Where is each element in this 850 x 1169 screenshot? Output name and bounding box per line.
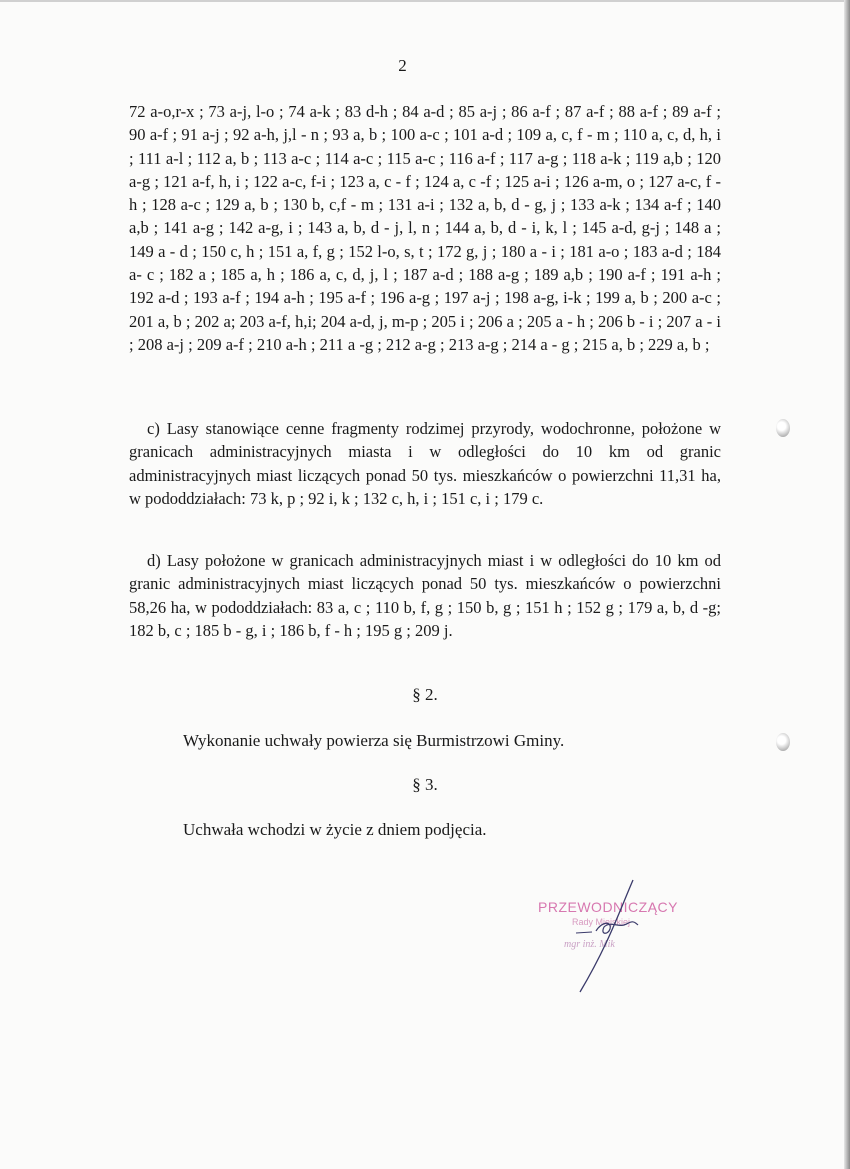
section-2-heading: § 2. <box>412 685 438 704</box>
scan-edge-right <box>844 0 850 1169</box>
section-3-heading: § 3. <box>412 775 438 794</box>
punch-hole <box>776 733 790 751</box>
paragraph-d: d) Lasy położone w granicach administracyjnych miast i w odległości do 10 km od granic administracyjnych miast liczących ponad 50 tys. mieszkańców o powierzchni 58,26 ha, w pododdziałach: 83 a, c ; 110 b, f, g ; 150 b, g ; 151 h ; 152 g ; 179 a, b, d -g; 182 b, c ; 185 b - g, i ; 186 b, f - h ; 195 g ; 209 j. <box>129 551 721 640</box>
effective-clause: Uchwała wchodzi w życie z dniem podjęcia. <box>183 820 487 839</box>
page-number: 2 <box>398 56 407 75</box>
handwritten-signature <box>520 875 700 995</box>
paragraph-c: c) Lasy stanowiące cenne fragmenty rodzimej przyrody, wodochronne, położone w granicach administracyjnych miasta i w odległości do 10 km od granic administracyjnych miast liczących ponad 50 tys. mieszkańców o powierzchni 11,31 ha, w pododdziałach: 73 k, p ; 92 i, k ; 132 c, h, i ; 151 c, i ; 179 c. <box>129 419 721 508</box>
scan-edge-top <box>0 0 850 2</box>
chairman-stamp <box>520 875 700 995</box>
punch-hole <box>776 419 790 437</box>
execution-clause: Wykonanie uchwały powierza się Burmistrzowi Gminy. <box>183 731 565 750</box>
subdivision-list-paragraph: 72 a-o,r-x ; 73 a-j, l-o ; 74 a-k ; 83 d-h ; 84 a-d ; 85 a-j ; 86 a-f ; 87 a-f ; 88 a-f ; 89 a-f ; 90 a-f ; 91 a-j ; 92 a-h, j,l - n ; 93 a, b ; 100 a-c ; 101 a-d ; 109 a, c, f - m ; 110 a, c, d, h, i ; 111 a-l ; 112 a, b ; 113 a-c ; 114 a-c ; 115 a-c ; 116 a-f ; 117 a-g ; 118 a-k ; 119 a,b ; 120 a-g ; 121 a-f, h, i ; 122 a-c, f-i ; 123 a, c - f ; 124 a, c -f ; 125 a-i ; 126 a-m, o ; 127 a-c, f -h ; 128 a-c ; 129 a, b ; 130 b, c,f - m ; 131 a-i ; 132 a, b, d - g, j ; 133 a-k ; 134 a-f ; 140 a,b ; 141 a-g ; 142 a-g, i ; 143 a, b, d - j, l, n ; 144 a, b, d - i, k, l ; 145 a-d, g-j ; 148 a ; 149 a - d ; 150 c, h ; 151 a, f, g ; 152 l-o, s, t ; 172 g, j ; 180 a - i ; 181 a-o ; 183 a-d ; 184 a- c ; 182 a ; 185 a, h ; 186 a, c, d, j, l ; 187 a-d ; 188 a-g ; 189 a,b ; 190 a-f ; 191 a-h ; 192 a-d ; 193 a-f ; 194 a-h ; 195 a-f ; 196 a-g ; 197 a-j ; 198 a-g, i-k ; 199 a, b ; 200 a-c ; 201 a, b ; 202 a; 203 a-f, h,i; 204 a-d, j, m-p ; 205 i ; 206 a ; 205 a - h ; 206 b - i ; 207 a - i ; 208 a-j ; 209 a-f ; 210 a-h ; 211 a -g ; 212 a-g ; 213 a-g ; 214 a - g ; 215 a, b ; 229 a, b ; <box>129 102 721 354</box>
stamp-subtitle: Rady Miejskiej <box>572 917 631 927</box>
stamp-title: PRZEWODNICZĄCY <box>538 899 678 915</box>
stamp-name: mgr inż. Mik <box>564 939 615 950</box>
